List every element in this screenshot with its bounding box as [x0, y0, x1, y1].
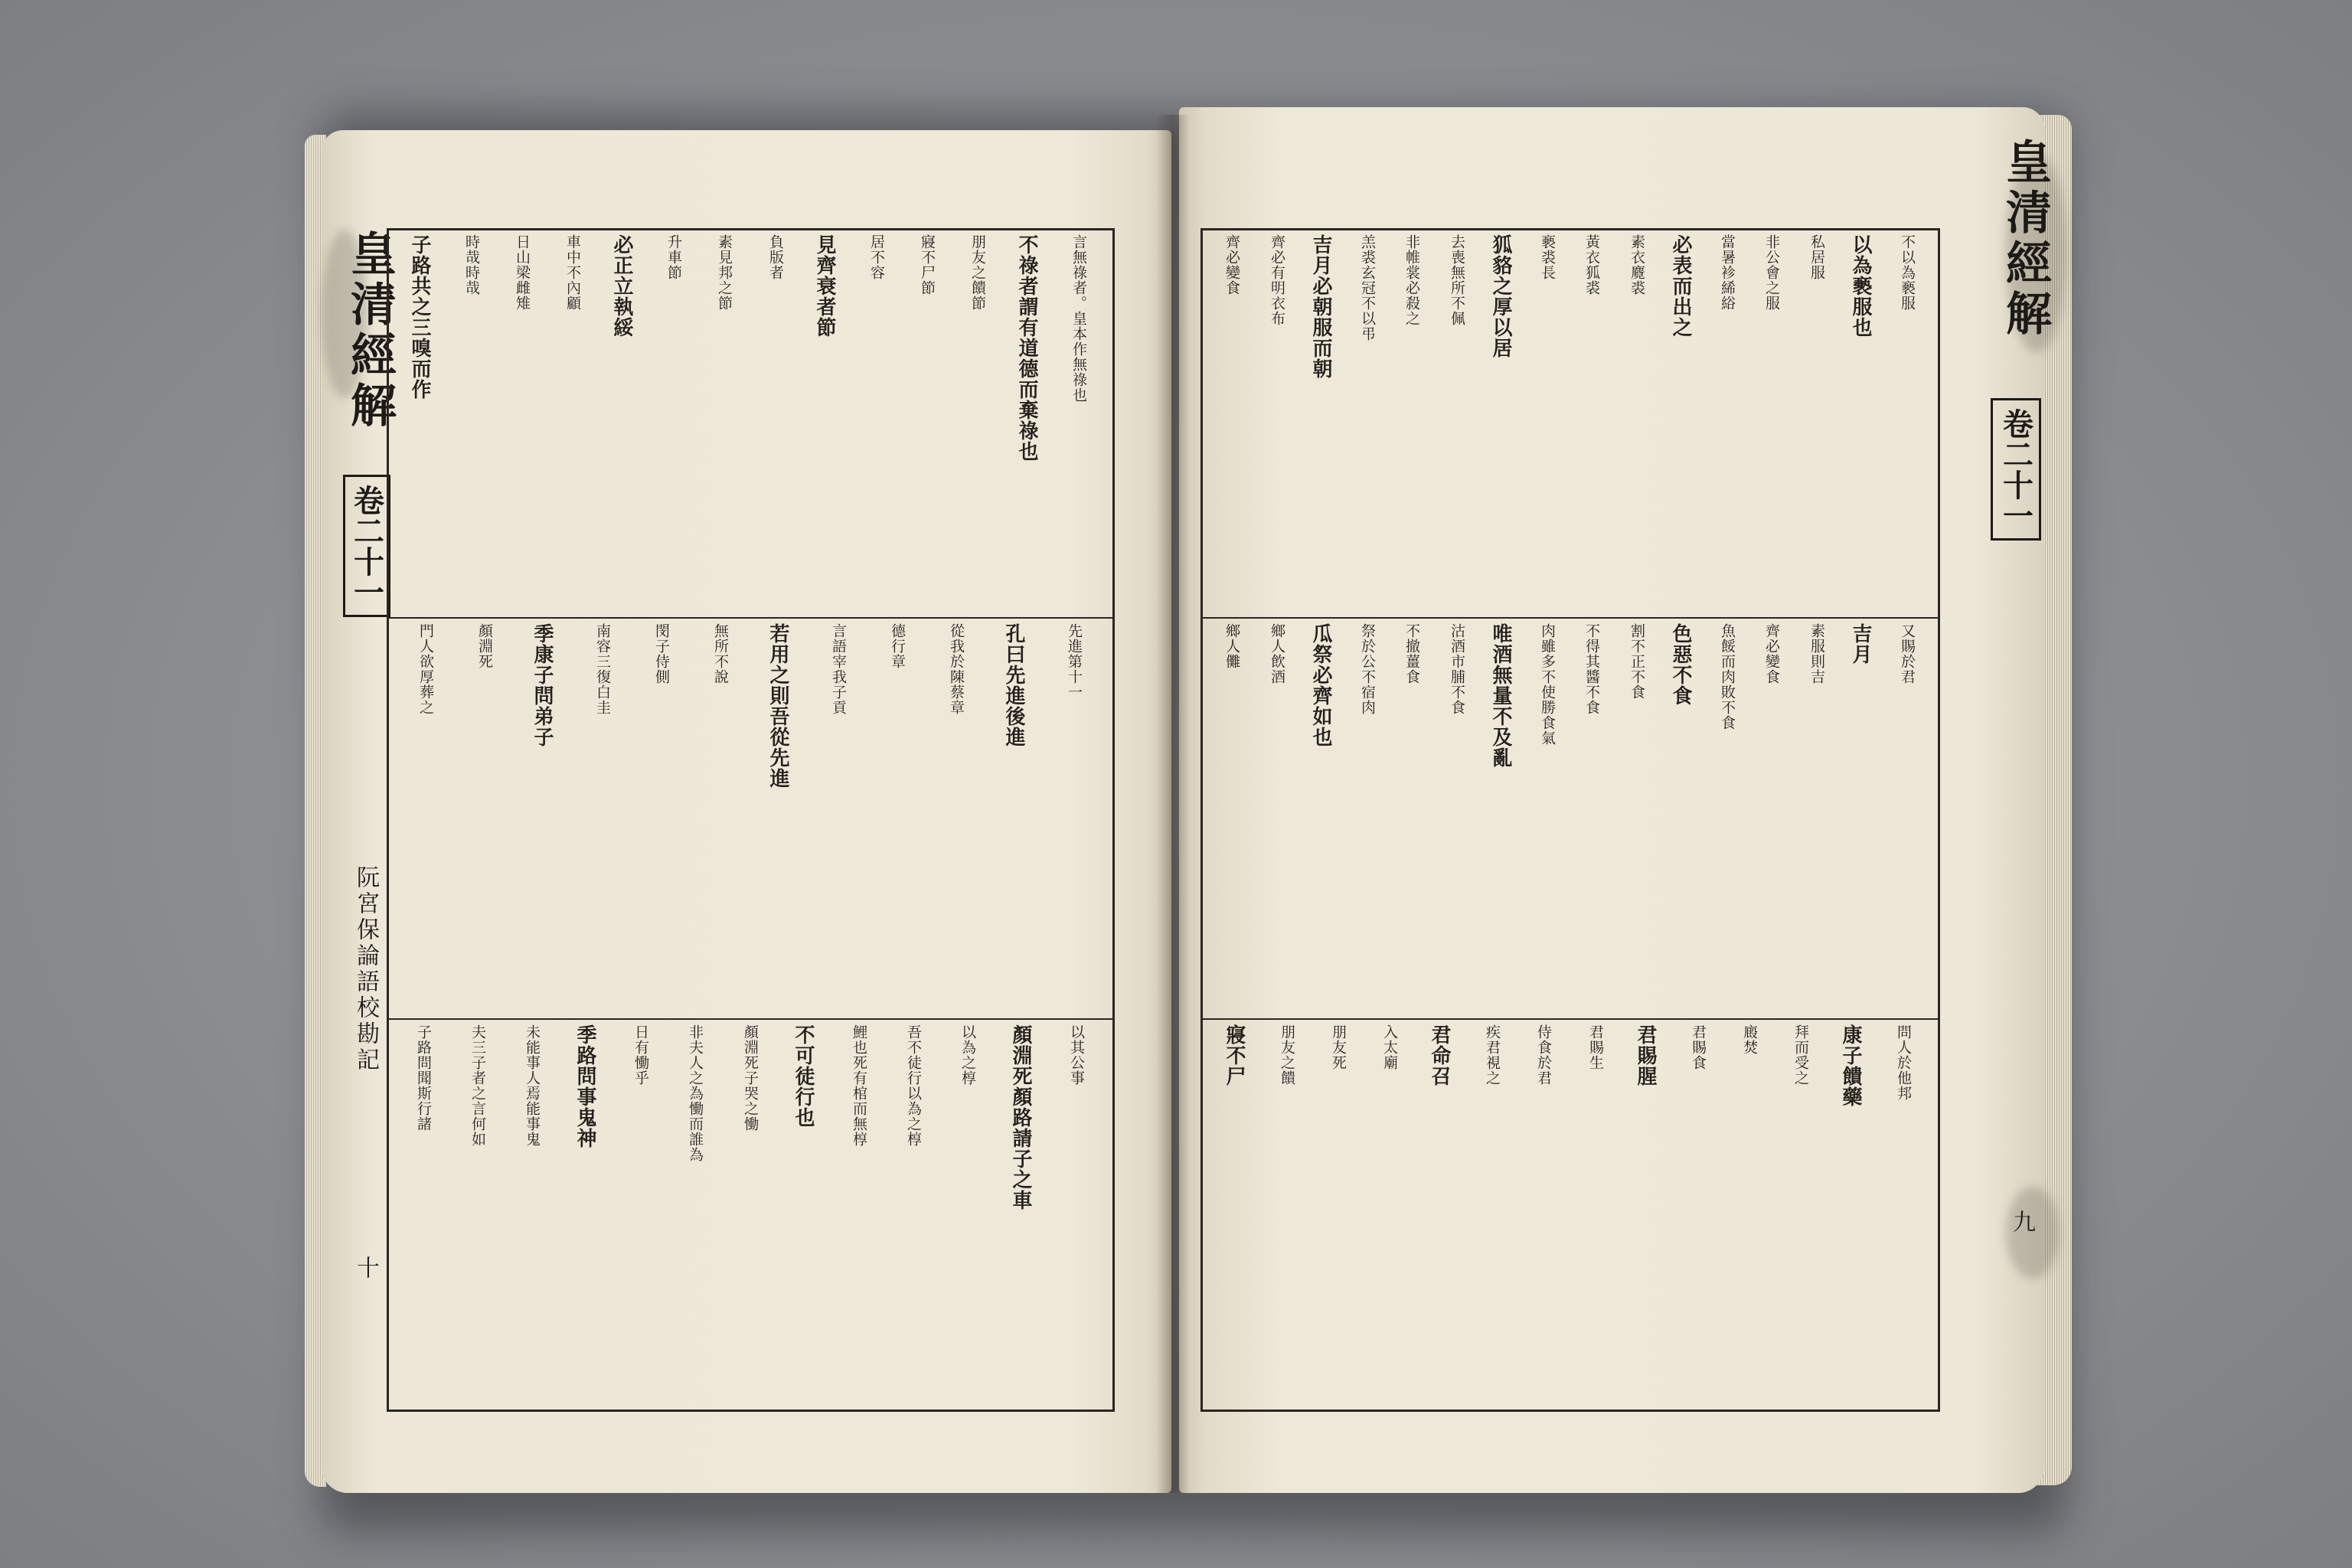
right-volume-label: 卷二十一	[1991, 398, 2041, 541]
right-page-upper-column: 非帷裳必殺之	[1403, 234, 1420, 326]
left-page-upper-column: 子路共之三嗅而作	[408, 234, 431, 400]
right-page-middle-column: 不得其醬不食	[1583, 623, 1600, 715]
right-page-lower-column: 侍食於君	[1535, 1024, 1552, 1086]
right-page-middle-column: 鄉人飲酒	[1269, 623, 1285, 684]
left-page-upper-column: 素見邦之節	[716, 234, 733, 311]
right-page-lower-column: 問人於他邦	[1895, 1024, 1912, 1101]
right-page-middle-column: 齊必變食	[1763, 623, 1780, 684]
right-page-upper-column: 齊必有明衣布	[1269, 234, 1285, 326]
left-page-upper-column: 寢不尸節	[919, 234, 936, 296]
right-page-middle-column: 色惡不食	[1669, 623, 1692, 706]
right-page-middle-column: 肉雖多不使勝食氣	[1539, 623, 1556, 746]
right-page-middle-column: 素服則吉	[1808, 623, 1825, 684]
left-page-lower-column: 子路問聞斯行諸	[415, 1024, 432, 1132]
left-page-lower-column: 夫三子者之言何如	[469, 1024, 486, 1147]
left-page-lower-column: 非夫人之為慟而誰為	[687, 1024, 704, 1162]
right-page-upper-column: 必表而出之	[1669, 234, 1692, 338]
left-page-lower-column: 不可徒行也	[792, 1024, 815, 1128]
left-page-middle-column: 孔曰先進後進	[1002, 623, 1025, 747]
right-page-lower-column: 朋友之饋	[1279, 1024, 1295, 1086]
right-page-upper-column: 非公會之服	[1763, 234, 1780, 311]
book-gutter	[1156, 115, 1190, 1493]
left-page-lower-column: 顏淵死顏路請子之車	[1009, 1024, 1032, 1210]
ink-smudge	[2006, 153, 2067, 352]
left-page-upper-column: 不祿者謂有道德而棄祿也	[1015, 234, 1038, 462]
right-page-middle-column: 又賜於君	[1899, 623, 1916, 684]
left-folio: 十	[352, 1256, 379, 1279]
right-page-lower-column: 廄焚	[1741, 1024, 1758, 1055]
left-page-upper-column: 日山梁雌雉	[514, 234, 531, 311]
left-volume-label: 卷二十一	[343, 475, 390, 617]
left-page-lower-column: 顏淵死子哭之慟	[742, 1024, 759, 1132]
right-page-upper-column: 齊必變食	[1223, 234, 1240, 296]
left-page-middle-column: 德行章	[889, 623, 906, 669]
right-page-middle-column: 沽酒市脯不食	[1449, 623, 1465, 715]
left-page-upper-column: 居不容	[868, 234, 885, 280]
right-page-middle-column: 割不正不食	[1628, 623, 1645, 700]
right-page-middle-column: 吉月	[1849, 623, 1872, 665]
right-page-middle-column: 鄉人儺	[1223, 623, 1240, 669]
left-page-lower-column: 以其公事	[1068, 1024, 1085, 1086]
right-page-upper-column: 當暑袗絺綌	[1719, 234, 1736, 311]
right-page-upper-column: 私居服	[1808, 234, 1825, 280]
right-page-middle-column: 祭於公不宿肉	[1359, 623, 1376, 715]
right-page-lower-column: 君賜生	[1587, 1024, 1604, 1070]
left-register-divider-2	[387, 1018, 1112, 1020]
left-page-upper-column: 時哉時哉	[463, 234, 480, 296]
right-page-upper-column: 以為褻服也	[1849, 234, 1872, 338]
ink-smudge	[322, 230, 368, 398]
right-page-middle-column: 魚餒而肉敗不食	[1719, 623, 1736, 730]
right-page-lower-column: 入太廟	[1381, 1024, 1398, 1070]
left-page-middle-column: 南容三復白圭	[594, 623, 611, 715]
right-page-lower-column: 君賜腥	[1634, 1024, 1657, 1086]
right-folio: 九	[2008, 1210, 2035, 1233]
left-colophon: 阮宮保論語校勘記	[352, 865, 379, 1073]
left-page-middle-column: 先進第十一	[1066, 623, 1083, 700]
left-page-lower-column: 未能事人焉能事鬼	[524, 1024, 541, 1147]
right-page-upper-column: 黃衣狐裘	[1583, 234, 1600, 296]
left-page-middle-column: 無所不說	[712, 623, 729, 684]
right-page-middle-column: 唯酒無量不及亂	[1489, 623, 1512, 768]
left-page-upper-column: 升車節	[665, 234, 682, 280]
left-page-upper-column: 朋友之饋節	[969, 234, 986, 311]
right-page-lower-column: 拜而受之	[1792, 1024, 1809, 1086]
left-page-middle-column: 顏淵死	[476, 623, 493, 669]
right-page-upper-column: 去喪無所不佩	[1449, 234, 1465, 326]
ink-smudge	[2006, 1187, 2060, 1279]
left-page-upper-column: 負版者	[767, 234, 784, 280]
right-page-lower-column: 朋友死	[1330, 1024, 1347, 1070]
left-page-middle-column: 若用之則吾從先進	[766, 623, 789, 789]
right-register-divider-1	[1200, 617, 1938, 619]
left-page-lower-column: 季路問事鬼神	[573, 1024, 596, 1148]
right-page-upper-column: 吉月必朝服而朝	[1309, 234, 1332, 379]
left-page-lower-column: 吾不徒行以為之椁	[905, 1024, 922, 1147]
left-page-lower-column: 日有慟乎	[632, 1024, 649, 1086]
right-register-divider-2	[1200, 1018, 1938, 1020]
left-page-middle-column: 季康子問弟子	[531, 623, 554, 747]
right-page-lower-column: 疾君視之	[1484, 1024, 1501, 1086]
right-page-lower-column: 寢不尸	[1223, 1024, 1246, 1086]
left-register-divider-1	[387, 617, 1112, 619]
left-page-upper-column: 必正立執綏	[610, 234, 633, 338]
left-page-upper-column: 見齊衰者節	[813, 234, 836, 338]
right-page-upper-column: 狐貉之厚以居	[1489, 234, 1512, 358]
left-page-middle-column: 從我於陳蔡章	[948, 623, 965, 715]
left-page-middle-column: 門人欲厚葬之	[417, 623, 434, 715]
right-page-upper-column: 不以為褻服	[1899, 234, 1916, 311]
right-page-lower-column: 康子饋藥	[1839, 1024, 1862, 1107]
left-page-lower-column: 鯉也死有棺而無椁	[851, 1024, 867, 1147]
left-header-title: 皇清經解	[343, 230, 397, 432]
left-page-upper-column: 車中不內顧	[564, 234, 581, 311]
left-page-middle-column: 閔子侍側	[653, 623, 670, 684]
right-header-title: 皇清經解	[1998, 138, 2052, 340]
right-page-upper-column: 羔裘玄冠不以弔	[1359, 234, 1376, 341]
left-page-upper-column: 言無祿者。皇本作無祿也	[1070, 234, 1087, 403]
right-page-middle-column: 瓜祭必齊如也	[1309, 623, 1332, 747]
left-page-middle-column: 言語宰我子貢	[830, 623, 847, 715]
right-page-upper-column: 褻裘長	[1539, 234, 1556, 280]
right-page-lower-column: 君命召	[1428, 1024, 1451, 1086]
right-page-middle-column: 不撤薑食	[1403, 623, 1420, 684]
right-page-upper-column: 素衣麑裘	[1628, 234, 1645, 296]
left-page-lower-column: 以為之椁	[959, 1024, 976, 1086]
right-page-lower-column: 君賜食	[1690, 1024, 1707, 1070]
